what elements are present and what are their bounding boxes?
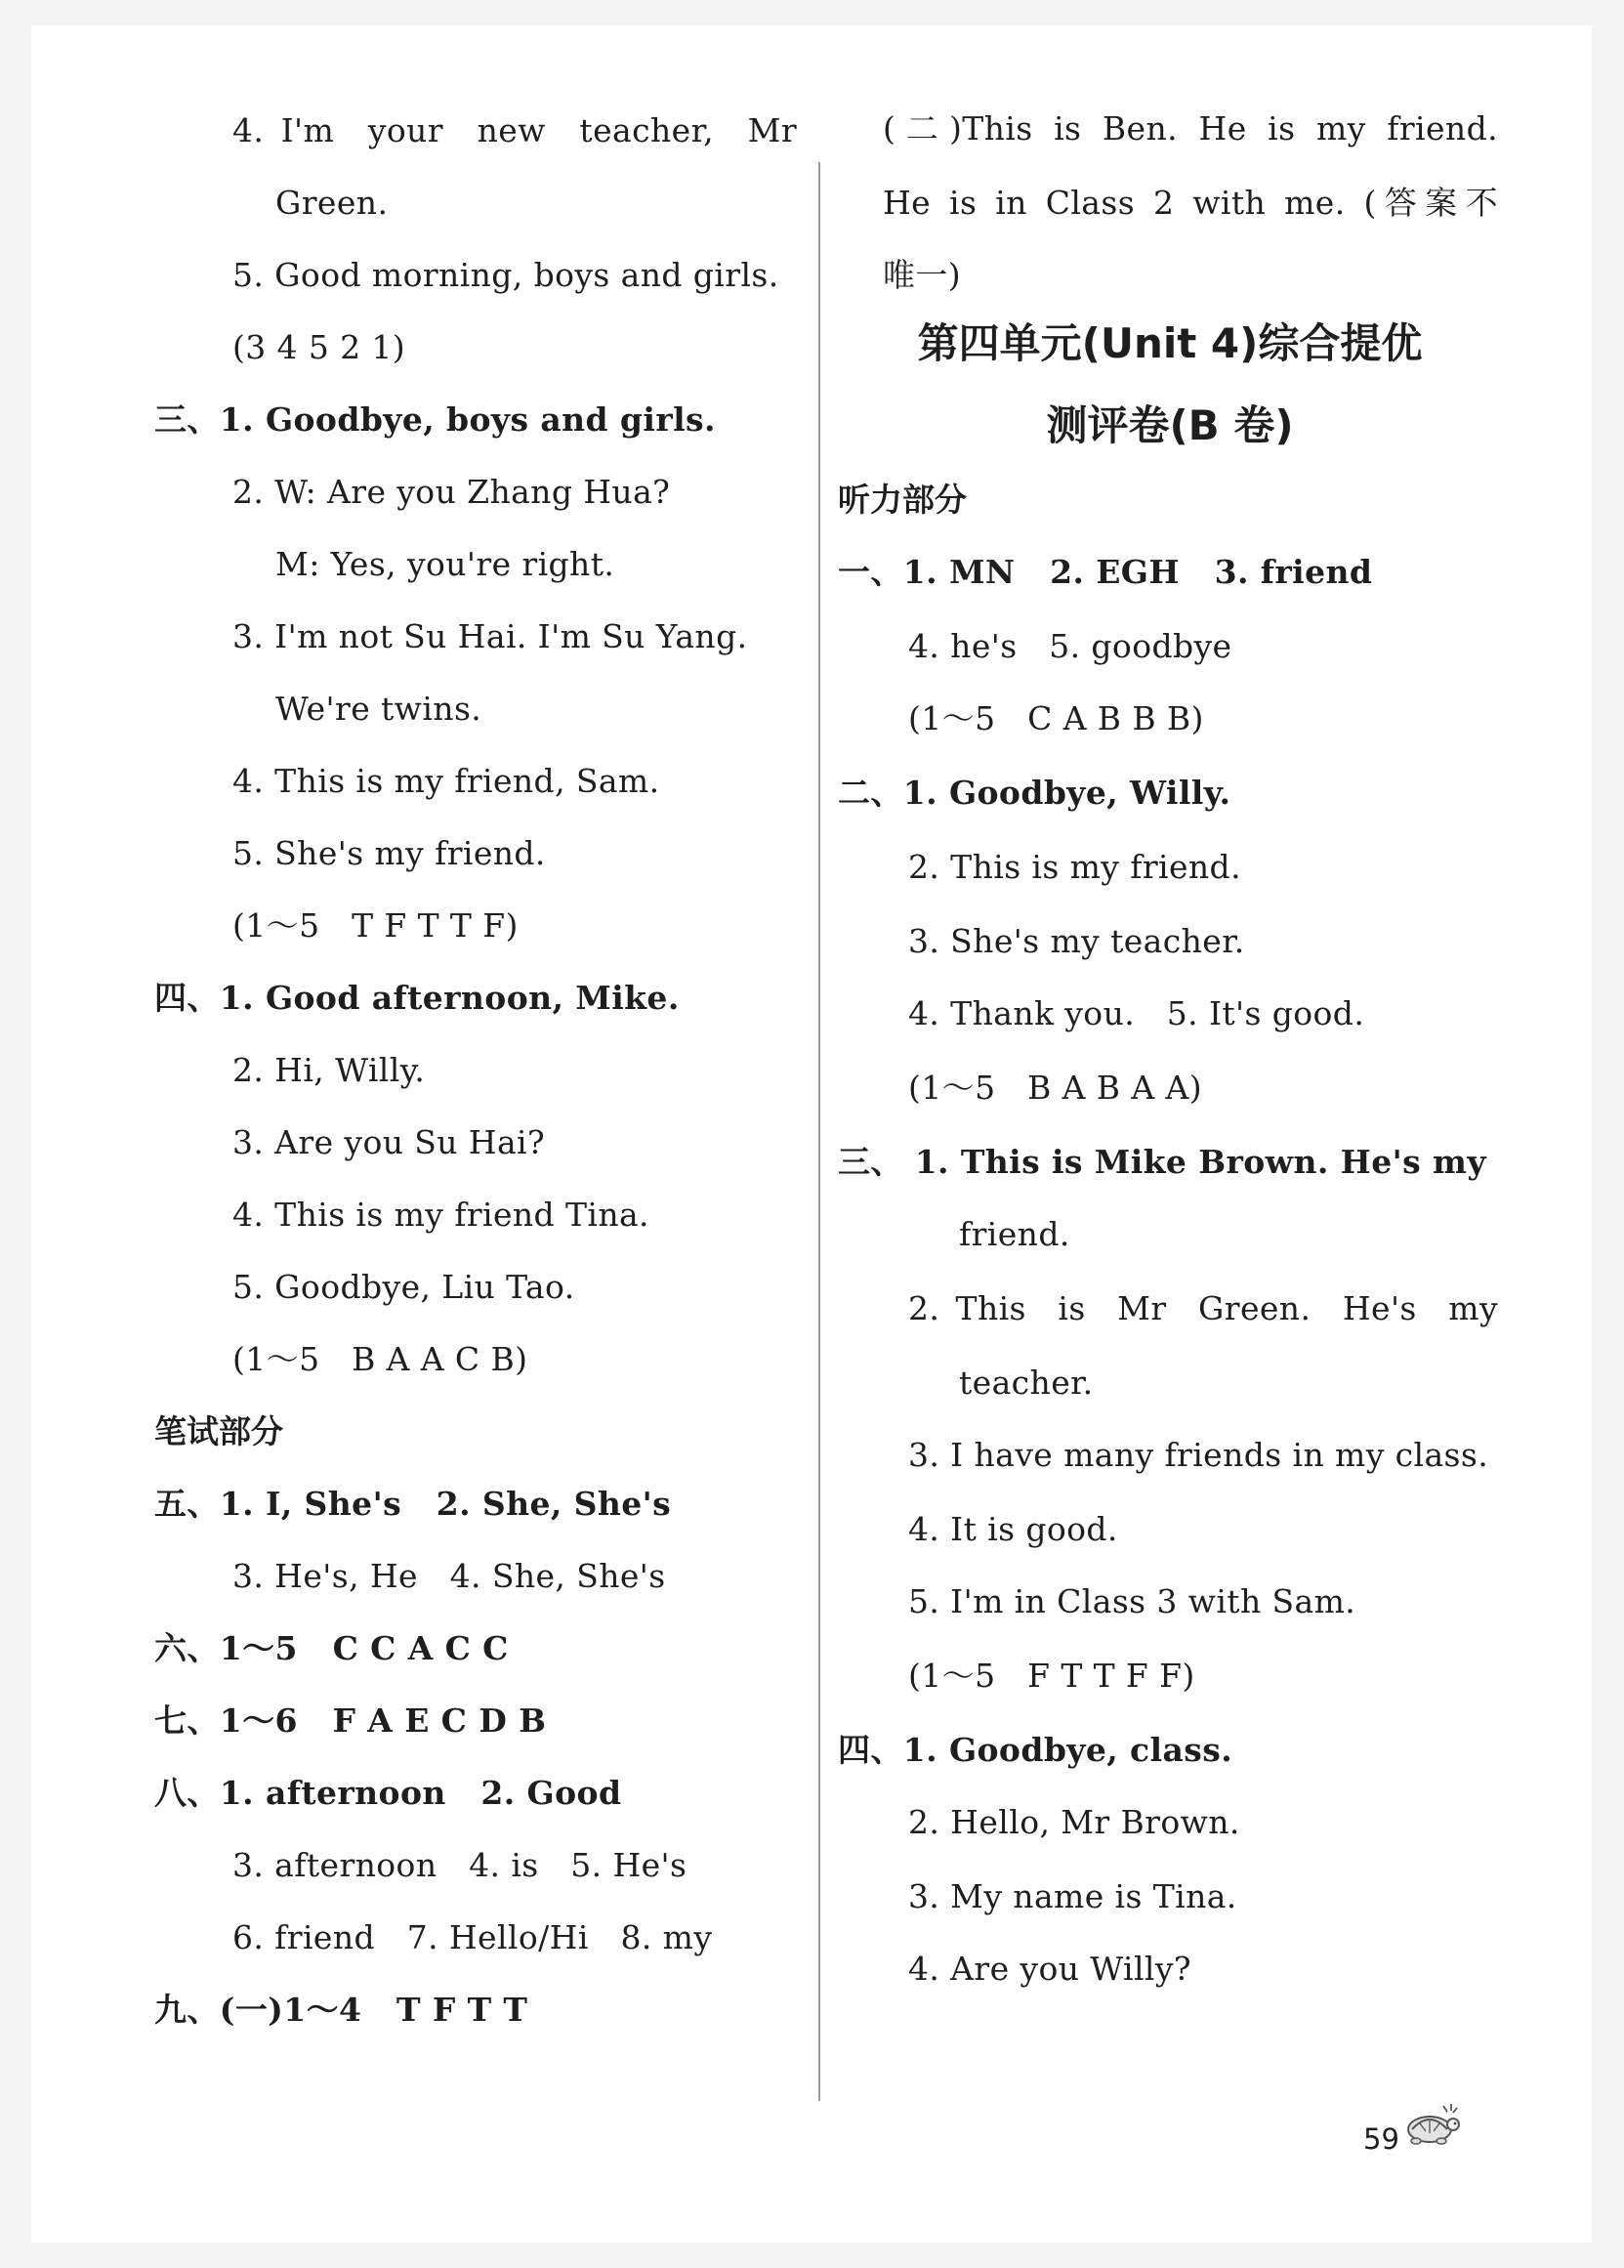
answer-line: 3. Are you Su Hai? (232, 1123, 546, 1161)
question-heading-5: 五、1. I, She's 2. She, She's (154, 1485, 672, 1523)
answer-line: 2. This is Mr Green. He's my (908, 1289, 1498, 1327)
answer-line: (二)This is Ben. He is my friend. (883, 109, 1498, 147)
answer-key: (3 4 5 2 1) (232, 328, 406, 366)
unit-subtitle: 测评卷(B 卷) (1046, 401, 1294, 449)
turtle-mascot-icon (1400, 2100, 1461, 2153)
question-heading-9: 九、(一)1～4 T F T T (154, 1991, 528, 2029)
answer-line: 5. Good morning, boys and girls. (232, 256, 779, 294)
section-heading-listening: 听力部分 (838, 481, 967, 519)
answer-line: M: Yes, you're right. (275, 545, 615, 583)
question-heading-4: 四、1. Goodbye, class. (838, 1731, 1233, 1769)
question-heading-6: 六、1～5 C C A C C (154, 1629, 509, 1667)
answer-line: 4. This is my friend, Sam. (232, 762, 660, 800)
answer-line: 6. friend 7. Hello/Hi 8. my (232, 1918, 713, 1956)
answer-line: 2. Hello, Mr Brown. (908, 1803, 1240, 1841)
answer-key: (1～5 B A B A A) (908, 1069, 1202, 1107)
answer-key: (1～5 T F T T F) (232, 906, 519, 945)
question-heading-1: 一、1. MN 2. EGH 3. friend (838, 553, 1373, 591)
question-heading-4: 四、1. Good afternoon, Mike. (154, 979, 680, 1017)
answer-line: 4. Are you Willy? (908, 1950, 1191, 1988)
answer-line: 3. My name is Tina. (908, 1877, 1237, 1915)
answer-line: 4. It is good. (908, 1510, 1118, 1548)
answer-line: He is in Class 2 with me. (答案不 (883, 184, 1498, 222)
unit-title: 第四单元(Unit 4)综合提优 (917, 319, 1423, 367)
answer-line: 3. I'm not Su Hai. I'm Su Yang. (232, 617, 748, 655)
answer-line: 4. Thank you. 5. It's good. (908, 994, 1365, 1032)
answer-line: 3. She's my teacher. (908, 922, 1245, 960)
answer-line: friend. (959, 1215, 1070, 1253)
answer-line: 2. This is my friend. (908, 848, 1241, 886)
answer-line: 4. I'm your new teacher, Mr (232, 111, 797, 149)
question-heading-7: 七、1～6 F A E C D B (154, 1701, 547, 1740)
question-heading-2: 二、1. Goodbye, Willy. (838, 774, 1231, 812)
answer-line: 3. He's, He 4. She, She's (232, 1557, 666, 1595)
answer-line: 唯一) (883, 256, 962, 294)
column-divider (818, 162, 820, 2101)
answer-line: 2. Hi, Willy. (232, 1051, 426, 1089)
answer-line: teacher. (959, 1364, 1094, 1402)
answer-line: 5. Goodbye, Liu Tao. (232, 1268, 575, 1306)
section-heading-written: 笔试部分 (154, 1412, 283, 1450)
answer-line: 3. afternoon 4. is 5. He's (232, 1846, 687, 1884)
answer-line: 5. I'm in Class 3 with Sam. (908, 1582, 1356, 1620)
question-heading-3: 三、1. Goodbye, boys and girls. (154, 400, 716, 439)
answer-key: (1～5 F T T F F) (908, 1657, 1195, 1695)
question-heading-8: 八、1. afternoon 2. Good (154, 1774, 622, 1812)
answer-key: (1～5 B A A C B) (232, 1340, 528, 1378)
answer-line: 3. I have many friends in my class. (908, 1436, 1489, 1474)
answer-line: 2. W: Are you Zhang Hua? (232, 473, 671, 511)
answer-line: Green. (275, 184, 389, 222)
answer-line: 5. She's my friend. (232, 834, 546, 872)
page-number: 59 (1363, 2122, 1399, 2156)
answer-line: We're twins. (275, 690, 482, 728)
question-heading-3: 三、 1. This is Mike Brown. He's my (838, 1143, 1486, 1181)
page (31, 25, 1592, 2243)
answer-line: 4. he's 5. goodbye (908, 627, 1232, 665)
answer-key: (1～5 C A B B B) (908, 699, 1204, 737)
answer-line: 4. This is my friend Tina. (232, 1196, 649, 1234)
